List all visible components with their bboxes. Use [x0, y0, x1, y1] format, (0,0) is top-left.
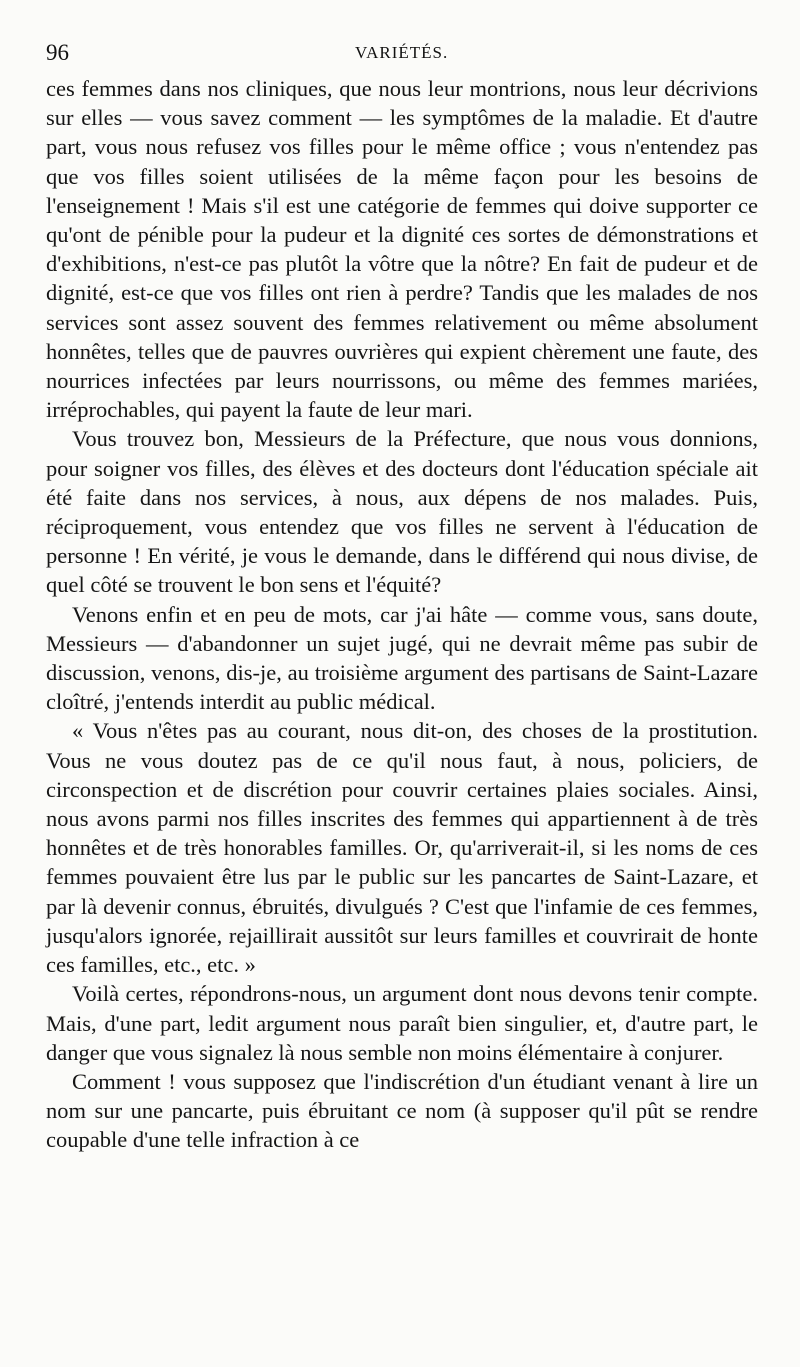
running-title: VARIÉTÉS.	[355, 43, 449, 62]
body-text	[46, 74, 758, 1155]
paragraph-quotation: « Vous n'êtes pas au courant, nous dit-on, des choses de la prostitution. Vous ne vous doutez pas de ce qu'il nous faut, à nous, policiers, de circonspection et de discrétion pour couvrir certaines plaies sociales. Ainsi, nous avons parmi nos filles inscrites des femmes qui appartiennent à de très honnêtes et de très honorables familles. Or, qu'arriverait-il, si les noms de ces femmes pouvaient être lus par le public sur les pancartes de Saint-Lazare, et par là devenir connus, ébruités, divulgués ? C'est que l'infamie de ces femmes, jusqu'alors ignorée, rejaillirait aussitôt sur leurs familles et couvrirait de honte ces familles, etc., etc. »	[46, 718, 758, 978]
paragraph: Vous trouvez bon, Messieurs de la Préfecture, que nous vous donnions, pour soigner vos filles, des élèves et des docteurs dont l'éducation spéciale ait été faite dans nos services, à nous, aux dépens de nos malades. Puis, réciproquement, vous entendez que vos filles ne servent à l'éducation de personne ! En vérité, je vous le demande, dans le différend qui nous divise, de quel côté se trouvent le bon sens et l'équité?	[46, 426, 758, 598]
paragraph: Comment ! vous supposez que l'indiscrétion d'un étudiant venant à lire un nom sur une pancarte, puis ébruitant ce nom (à supposer qu'il pût se rendre coupable d'une telle infraction à ce	[46, 1068, 758, 1153]
paragraph-continued: ces femmes dans nos cliniques, que nous leur montrions, nous leur décrivions sur elles — vous savez comment — les symptômes de la maladie. Et d'autre part, vous nous refusez vos filles pour le même office ; vous n'entendez pas que vos filles soient utilisées de la même façon pour les besoins de l'enseignement ! Mais s'il est une catégorie de femmes qui doive supporter ce qu'ont de pénible pour la pudeur et la dignité ces sortes de démonstrations et d'exhibitions, n'est-ce pas plutôt la vôtre que la nôtre? En fait de pudeur et de dignité, est-ce que vos filles ont rien à perdre? Tandis que les malades de nos services sont assez souvent des femmes relativement ou même absolument honnêtes, telles que de pauvres ouvrières qui expient chèrement une faute, des nourrices infectées par leurs nourrissons, ou même des femmes mariées, irréprochables, qui payent la faute de leur mari.	[46, 76, 758, 423]
page-number: 96	[46, 40, 69, 65]
paragraph: Voilà certes, répondrons-nous, un argument dont nous devons tenir compte. Mais, d'une part, ledit argument nous paraît bien singulier, et, d'autre part, le danger que vous signalez là nous semble non moins élémentaire à conjurer.	[46, 981, 758, 1065]
page-header	[46, 38, 756, 68]
paragraph: Venons enfin et en peu de mots, car j'ai hâte — comme vous, sans doute, Messieurs — d'abandonner un sujet jugé, qui ne devrait même pas subir de discussion, venons, dis-je, au troisième argument des partisans de Saint-Lazare cloîtré, j'entends interdit au public médical.	[46, 601, 758, 715]
